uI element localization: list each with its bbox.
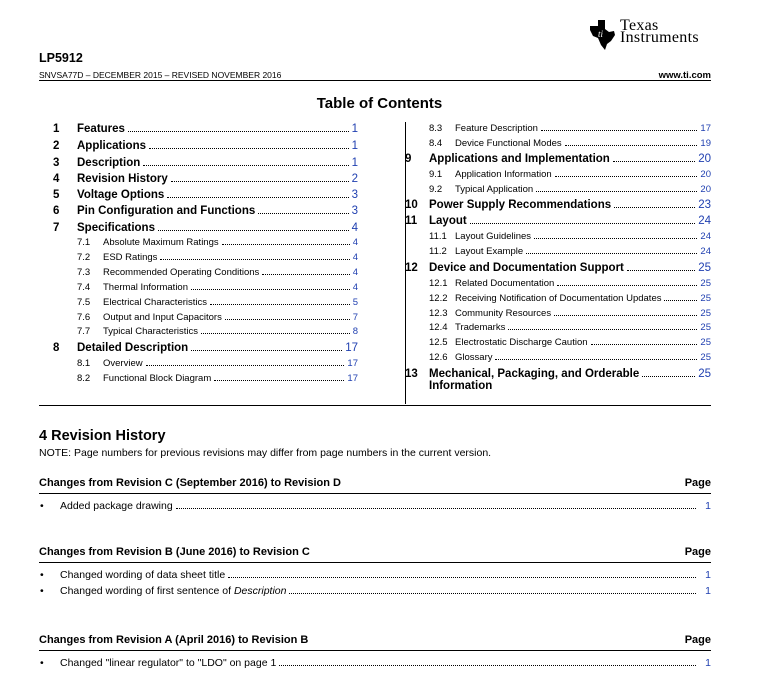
toc-entry-number: 7.6 — [77, 312, 91, 323]
toc-leader-dots — [160, 259, 349, 260]
revision-change-block — [39, 477, 711, 512]
toc-entry-number: 8.1 — [77, 358, 91, 369]
toc-entry-label: Layout — [429, 215, 467, 227]
toc-entry-number: 12.6 — [429, 352, 448, 363]
toc-entry[interactable] — [429, 169, 711, 180]
toc-entry-page[interactable]: 3 — [351, 205, 358, 217]
toc-entry[interactable] — [429, 246, 711, 257]
toc-entry-page[interactable]: 3 — [351, 189, 358, 201]
toc-entry[interactable] — [77, 326, 358, 337]
toc-entry-label: Typical Characteristics — [103, 326, 199, 337]
toc-entry-page[interactable]: 17 — [345, 342, 358, 354]
toc-entry-number: 6 — [53, 205, 60, 217]
toc-entry-number: 8.4 — [429, 138, 443, 149]
change-text: Added package drawing — [60, 500, 173, 512]
toc-entry-number: 9 — [405, 153, 412, 165]
toc-entry[interactable] — [77, 282, 358, 293]
toc-entry-page[interactable]: 4 — [352, 237, 358, 248]
change-text: Changed wording of first sentence of Description — [60, 585, 287, 597]
toc-entry[interactable] — [405, 368, 711, 392]
toc-entry[interactable] — [53, 189, 358, 201]
revision-change-item — [39, 569, 711, 581]
leader-dots — [228, 577, 696, 578]
section-note: NOTE: Page numbers for previous revisions may differ from page numbers in the current version. — [39, 447, 492, 459]
toc-entry[interactable] — [53, 173, 358, 185]
toc-leader-dots — [642, 376, 695, 377]
toc-entry-page[interactable]: 25 — [700, 352, 711, 363]
ti-logo[interactable] — [588, 17, 713, 54]
document-revision: SNVSA77D – DECEMBER 2015 – REVISED NOVEMBER 2016 — [39, 70, 282, 80]
toc-entry-page[interactable]: 20 — [700, 169, 711, 180]
texas-state-icon — [588, 20, 616, 50]
leader-dots — [289, 593, 696, 594]
toc-entry[interactable] — [405, 153, 711, 165]
toc-entry-number: 11 — [405, 215, 418, 227]
toc-entry-label: Receiving Notification of Documentation Updates — [455, 293, 662, 304]
toc-entry-label: Trademarks — [455, 322, 506, 333]
logo-line1: Texas — [620, 17, 659, 34]
bullet-icon: • — [40, 657, 44, 669]
bullet-icon: • — [40, 500, 44, 512]
toc-entry-number: 3 — [53, 157, 60, 169]
toc-entry[interactable] — [53, 342, 358, 354]
revision-change-block — [39, 546, 711, 597]
toc-entry-label: Electrical Characteristics — [103, 297, 207, 308]
toc-entry[interactable] — [429, 322, 711, 333]
document-id: LP5912 — [39, 51, 83, 65]
toc-entry-label: Layout Example — [455, 246, 524, 257]
toc-leader-dots — [222, 244, 350, 245]
toc-entry[interactable] — [53, 123, 358, 135]
toc-entry-label: Feature Description — [455, 123, 538, 134]
toc-entry-number: 12.4 — [429, 322, 448, 333]
revision-change-heading — [39, 477, 711, 494]
toc-leader-dots — [557, 285, 697, 286]
toc-entry-label: Detailed Description — [77, 342, 189, 354]
toc-entry-page[interactable]: 25 — [700, 308, 711, 319]
toc-entry-label: Absolute Maximum Ratings — [103, 237, 219, 248]
revision-heading-text: Changes from Revision C (September 2016) to Revision D — [39, 477, 341, 489]
toc-entry-page[interactable]: 17 — [347, 358, 358, 369]
toc-entry-label: Pin Configuration and Functions — [77, 205, 256, 217]
toc-entry-page[interactable]: 23 — [698, 199, 711, 211]
change-page-link[interactable]: 1 — [705, 657, 711, 669]
toc-leader-dots — [536, 191, 697, 192]
toc-leader-dots — [167, 197, 348, 198]
toc-entry-label: Layout Guidelines — [455, 231, 532, 242]
toc-entry-number: 12.2 — [429, 293, 448, 304]
toc-entry-label: Specifications — [77, 222, 155, 234]
toc-entry-page[interactable]: 4 — [351, 222, 358, 234]
toc-entry-label: Voltage Options — [77, 189, 165, 201]
toc-bottom-divider — [39, 405, 711, 406]
toc-leader-dots — [146, 365, 345, 366]
bullet-icon: • — [40, 569, 44, 581]
toc-entry-page[interactable]: 4 — [352, 267, 358, 278]
toc-entry[interactable] — [53, 140, 358, 152]
toc-leader-dots — [565, 145, 698, 146]
toc-entry[interactable] — [53, 205, 358, 217]
toc-entry-label: Electrostatic Discharge Caution — [455, 337, 588, 348]
toc-entry-label: Functional Block Diagram — [103, 373, 212, 384]
toc-entry[interactable] — [77, 358, 358, 369]
toc-entry-number: 11.1 — [429, 231, 447, 242]
revision-change-block — [39, 634, 711, 669]
toc-leader-dots — [149, 148, 349, 149]
svg-text:ti: ti — [598, 29, 604, 39]
toc-leader-dots — [614, 207, 695, 208]
leader-dots — [176, 508, 696, 509]
toc-entry[interactable] — [429, 308, 711, 319]
toc-entry-number: 9.1 — [429, 169, 443, 180]
change-page-link[interactable]: 1 — [705, 500, 711, 512]
toc-entry-page[interactable]: 1 — [351, 140, 358, 152]
toc-entry-page[interactable]: 2 — [351, 173, 358, 185]
section-title: 4 Revision History — [39, 428, 166, 444]
toc-entry-page[interactable]: 24 — [700, 231, 711, 242]
toc-entry-number: 7.5 — [77, 297, 91, 308]
toc-entry-label: Recommended Operating Conditions — [103, 267, 260, 278]
toc-entry-page[interactable]: 5 — [352, 297, 358, 308]
toc-entry-label: Power Supply Recommendations — [429, 199, 612, 211]
change-page-link[interactable]: 1 — [705, 569, 711, 581]
toc-title: Table of Contents — [316, 95, 443, 112]
toc-entry-label: ESD Ratings — [103, 252, 158, 263]
revision-heading-text: Changes from Revision B (June 2016) to Revision C — [39, 546, 310, 558]
toc-leader-dots — [627, 270, 695, 271]
bullet-icon: • — [40, 585, 44, 597]
page-column-header: Page — [684, 634, 711, 646]
logo-line2: Instruments — [620, 29, 699, 46]
toc-entry-number: 7.3 — [77, 267, 91, 278]
toc-entry-number: 12.1 — [429, 278, 448, 289]
revision-change-item — [39, 500, 711, 512]
toc-entry-page[interactable]: 20 — [698, 153, 711, 165]
toc-entry[interactable] — [77, 252, 358, 263]
toc-entry-number: 7.7 — [77, 326, 91, 337]
toc-entry-number: 7.1 — [77, 237, 91, 248]
toc-entry-label: Overview — [103, 358, 143, 369]
toc-entry[interactable] — [429, 293, 711, 304]
change-text: Changed wording of data sheet title — [60, 569, 226, 581]
toc-entry[interactable] — [429, 278, 711, 289]
revision-change-item — [39, 657, 711, 669]
toc-entry-label: Applications — [77, 140, 147, 152]
change-text: Changed "linear regulator" to "LDO" on page 1 — [60, 657, 277, 669]
toc-leader-dots — [191, 350, 342, 351]
toc-entry-number: 10 — [405, 199, 418, 211]
toc-entry-page[interactable]: 17 — [347, 373, 358, 384]
toc-entry-number: 12 — [405, 262, 418, 274]
toc-leader-dots — [143, 165, 348, 166]
toc-leader-dots — [534, 238, 697, 239]
toc-entry-label: Device Functional Modes — [455, 138, 562, 149]
toc-entry-number: 1 — [53, 123, 60, 135]
toc-leader-dots — [191, 289, 350, 290]
toc-entry-page[interactable]: 8 — [352, 326, 358, 337]
toc-leader-dots — [158, 230, 349, 231]
toc-entry-page[interactable]: 4 — [352, 252, 358, 263]
toc-entry[interactable] — [405, 262, 711, 274]
toc-leader-dots — [664, 300, 697, 301]
toc-entry-number: 4 — [53, 173, 60, 185]
toc-leader-dots — [470, 223, 696, 224]
toc-entry-page[interactable]: 25 — [700, 293, 711, 304]
toc-entry-page[interactable]: 24 — [698, 215, 711, 227]
toc-entry-number: 13 — [405, 368, 418, 380]
toc-entry-number: 11.2 — [429, 246, 447, 257]
toc-leader-dots — [171, 181, 349, 182]
toc-entry[interactable] — [77, 312, 358, 323]
revision-change-item — [39, 585, 711, 597]
logo-wordmark — [620, 17, 699, 46]
toc-entry-label: Description — [77, 157, 141, 169]
website-link[interactable]: www.ti.com — [658, 70, 711, 81]
toc-entry-label: Thermal Information — [103, 282, 189, 293]
toc-entry[interactable] — [77, 267, 358, 278]
change-page-link[interactable]: 1 — [705, 585, 711, 597]
revision-heading-text: Changes from Revision A (April 2016) to Revision B — [39, 634, 309, 646]
toc-entry-label: Typical Application — [455, 184, 534, 195]
toc-leader-dots — [210, 304, 350, 305]
header-divider — [39, 80, 711, 81]
toc-entry-number: 12.5 — [429, 337, 448, 348]
toc-entry-number: 7.4 — [77, 282, 91, 293]
toc-entry-page[interactable]: 1 — [351, 157, 358, 169]
toc-entry-label: Output and Input Capacitors — [103, 312, 222, 323]
toc-entry-number: 7.2 — [77, 252, 91, 263]
toc-entry[interactable] — [429, 352, 711, 363]
toc-entry-page[interactable]: 20 — [700, 184, 711, 195]
toc-entry-page[interactable]: 25 — [700, 322, 711, 333]
toc-entry-label: Device and Documentation Support — [429, 262, 624, 274]
toc-entry-label: Related Documentation — [455, 278, 555, 289]
toc-entry-number: 2 — [53, 140, 60, 152]
toc-entry-number: 7 — [53, 222, 60, 234]
toc-entry[interactable] — [429, 123, 711, 134]
toc-entry-page[interactable]: 7 — [352, 312, 358, 323]
toc-entry-page[interactable]: 1 — [351, 123, 358, 135]
toc-leader-dots — [262, 274, 349, 275]
toc-entry-label: Application Information — [455, 169, 552, 180]
toc-entry[interactable] — [429, 184, 711, 195]
toc-leader-dots — [526, 253, 697, 254]
toc-entry-page[interactable]: 25 — [698, 262, 711, 274]
toc-leader-dots — [495, 359, 697, 360]
page-column-header: Page — [684, 477, 711, 489]
revision-change-heading — [39, 634, 711, 651]
toc-entry-number: 8 — [53, 342, 60, 354]
toc-entry-number: 8.2 — [77, 373, 91, 384]
toc-entry-label: Mechanical, Packaging, and Orderable Information — [429, 368, 640, 392]
toc-leader-dots — [201, 333, 350, 334]
toc-leader-dots — [214, 380, 344, 381]
toc-entry[interactable] — [77, 297, 358, 308]
toc-leader-dots — [128, 131, 349, 132]
revision-change-heading — [39, 546, 711, 563]
toc-leader-dots — [554, 315, 697, 316]
toc-entry-label: Community Resources — [455, 308, 552, 319]
toc-entry-label: Revision History — [77, 173, 168, 185]
toc-entry-page[interactable]: 4 — [352, 282, 358, 293]
leader-dots — [279, 665, 696, 666]
toc-entry-number: 9.2 — [429, 184, 443, 195]
toc-entry[interactable] — [405, 199, 711, 211]
toc-entry[interactable] — [77, 237, 358, 248]
toc-leader-dots — [258, 213, 348, 214]
toc-entry-label: Applications and Implementation — [429, 153, 610, 165]
page-column-header: Page — [684, 546, 711, 558]
toc-entry-page[interactable]: 25 — [698, 368, 711, 380]
toc-entry-number: 8.3 — [429, 123, 443, 134]
toc-leader-dots — [508, 329, 697, 330]
toc-entry[interactable] — [429, 231, 711, 242]
toc-entry-page[interactable]: 19 — [700, 138, 711, 149]
toc-entry[interactable] — [77, 373, 358, 384]
toc-leader-dots — [613, 161, 695, 162]
toc-entry-page[interactable]: 24 — [700, 246, 711, 257]
toc-entry[interactable] — [53, 157, 358, 169]
toc-entry-label: Glossary — [455, 352, 493, 363]
toc-leader-dots — [225, 319, 350, 320]
toc-entry[interactable] — [429, 337, 711, 348]
toc-entry[interactable] — [429, 138, 711, 149]
toc-entry[interactable] — [53, 222, 358, 234]
toc-leader-dots — [555, 176, 698, 177]
toc-entry[interactable] — [405, 215, 711, 227]
toc-entry-number: 12.3 — [429, 308, 448, 319]
toc-entry-label: Features — [77, 123, 125, 135]
toc-entry-number: 5 — [53, 189, 60, 201]
toc-entry-page[interactable]: 25 — [700, 337, 711, 348]
toc-leader-dots — [591, 344, 698, 345]
toc-entry-page[interactable]: 25 — [700, 278, 711, 289]
toc-entry-page[interactable]: 17 — [700, 123, 711, 134]
toc-leader-dots — [541, 130, 698, 131]
